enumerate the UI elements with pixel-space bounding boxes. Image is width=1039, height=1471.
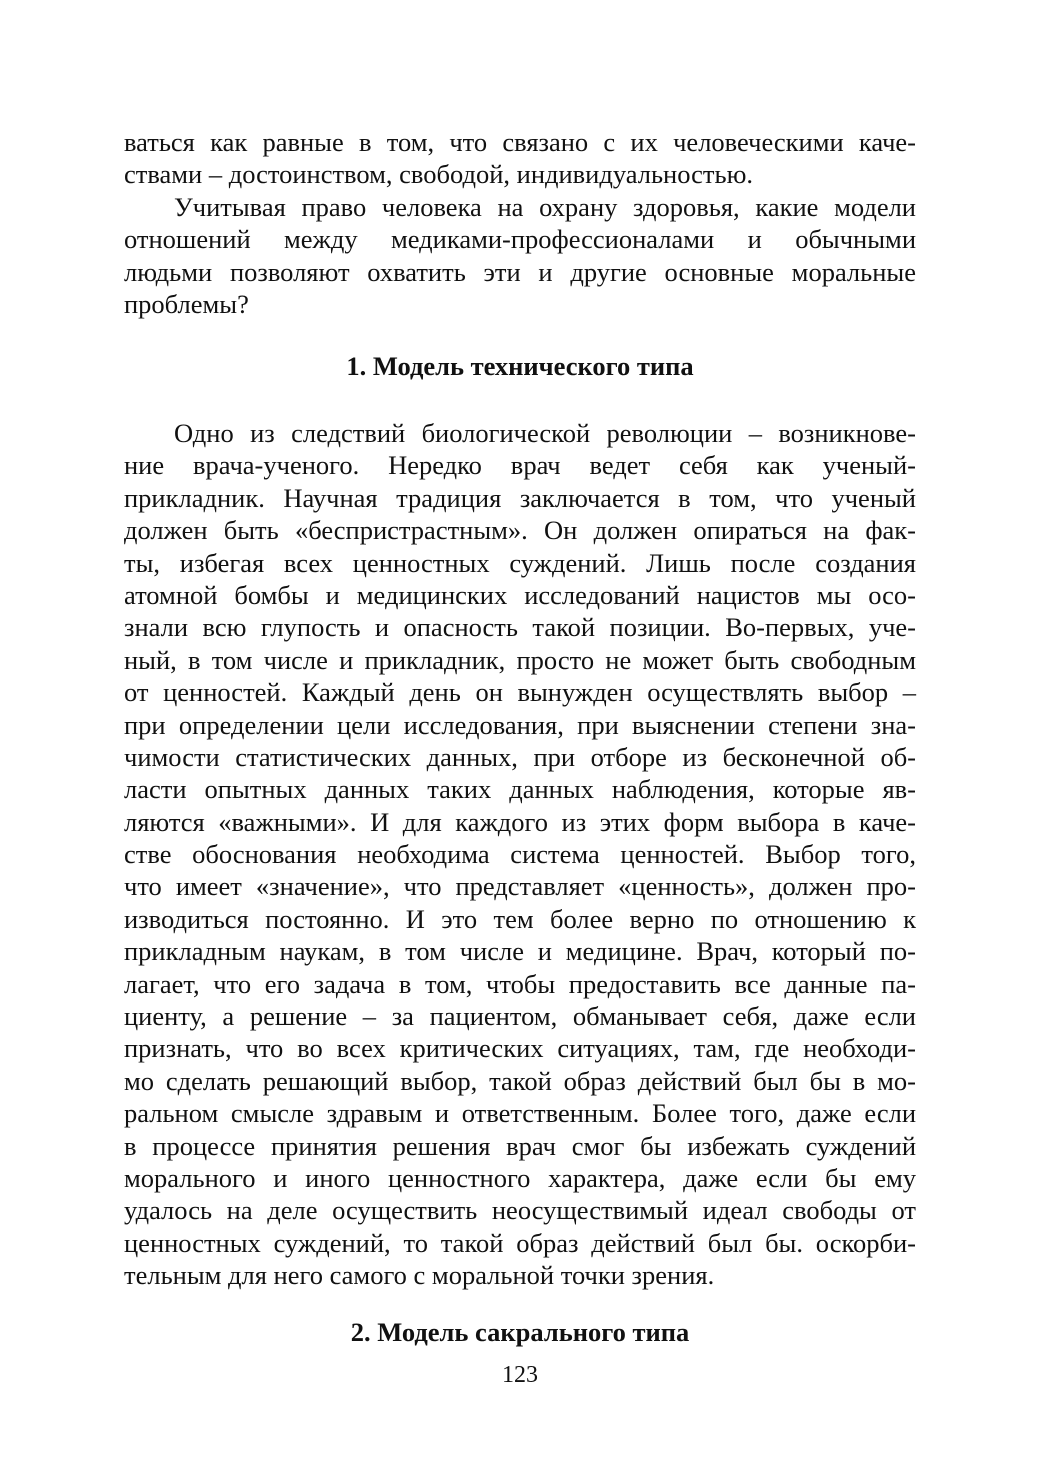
text-line: отношений между медиками-профессионалами и обычными bbox=[124, 224, 916, 255]
text-line: проблемы? bbox=[124, 288, 249, 319]
text-line: ральном смысле здравым и ответственным. Более того, даже если bbox=[124, 1098, 916, 1129]
text-line: от ценностей. Каждый день он вынужден осуществлять выбор – bbox=[124, 677, 916, 708]
text-line: знали всю глупость и опасность такой позиции. Во-первых, уче- bbox=[124, 612, 916, 643]
text-line: удалось на деле осуществить неосуществимый идеал свободы от bbox=[124, 1195, 916, 1226]
text-line: ляются «важными». И для каждого из этих форм выбора в каче- bbox=[124, 806, 916, 837]
page-number: 123 bbox=[502, 1362, 538, 1388]
text-line: ты, избегая всех ценностных суждений. Лишь после создания bbox=[124, 547, 916, 578]
text-line: атомной бомбы и медицинских исследований нацистов мы осо- bbox=[124, 579, 916, 610]
text-line: Одно из следствий биологической революции – возникнове- bbox=[174, 418, 916, 448]
text-line: лагает, что его задача в том, чтобы предоставить все данные па- bbox=[124, 968, 916, 999]
section-heading-2: 2. Модель сакрального типа bbox=[350, 1317, 690, 1347]
intro-paragraphs bbox=[124, 126, 916, 320]
text-line: ласти опытных данных таких данных наблюдения, которые яв- bbox=[124, 774, 916, 805]
text-line: Учитывая право человека на охрану здоровья, какие модели bbox=[174, 191, 916, 222]
text-line: должен быть «беспристрастным». Он должен опираться на фак- bbox=[124, 515, 916, 546]
section1-paragraph bbox=[124, 417, 916, 1292]
text-line: ценностных суждений, то такой образ действий был бы. оскорби- bbox=[124, 1227, 916, 1258]
text-line: при определении цели исследования, при выяснении степени зна- bbox=[124, 709, 916, 740]
text-line: признать, что во всех критических ситуациях, там, где необходи- bbox=[124, 1033, 916, 1064]
text-line: ствами – достоинством, свободой, индивидуальностью. bbox=[124, 159, 753, 190]
text-line: людьми позволяют охватить эти и другие основные моральные bbox=[124, 256, 916, 287]
section-heading-1: 1. Модель технического типа bbox=[346, 351, 694, 381]
text-line: ваться как равные в том, что связано с их человеческими каче- bbox=[124, 127, 916, 157]
text-line: мо сделать решающий выбор, такой образ действий был бы в мо- bbox=[124, 1065, 916, 1096]
text-line: чимости статистических данных, при отборе из бесконечной об- bbox=[124, 741, 916, 772]
text-line: изводиться постоянно. И это тем более верно по отношению к bbox=[124, 903, 916, 934]
text-line: прикладным наукам, в том числе и медицине. Врач, который по- bbox=[124, 936, 916, 967]
text-line: тельным для него самого с моральной точки зрения. bbox=[124, 1260, 715, 1291]
text-line: циенту, а решение – за пациентом, обманывает себя, даже если bbox=[124, 1001, 916, 1032]
text-line: морального и иного ценностного характера, даже если бы ему bbox=[124, 1162, 916, 1193]
text-line: стве обоснования необходима система ценностей. Выбор того, bbox=[124, 839, 916, 870]
text-line: что имеет «значение», что представляет «ценность», должен про- bbox=[124, 871, 916, 902]
text-line: ный, в том числе и прикладник, просто не может быть свободным bbox=[124, 644, 916, 675]
text-line: прикладник. Научная традиция заключается в том, что ученый bbox=[124, 482, 916, 513]
text-line: ние врача-ученого. Нередко врач ведет себя как ученый- bbox=[124, 450, 916, 481]
text-line: в процессе принятия решения врач смог бы избежать суждений bbox=[124, 1130, 916, 1161]
